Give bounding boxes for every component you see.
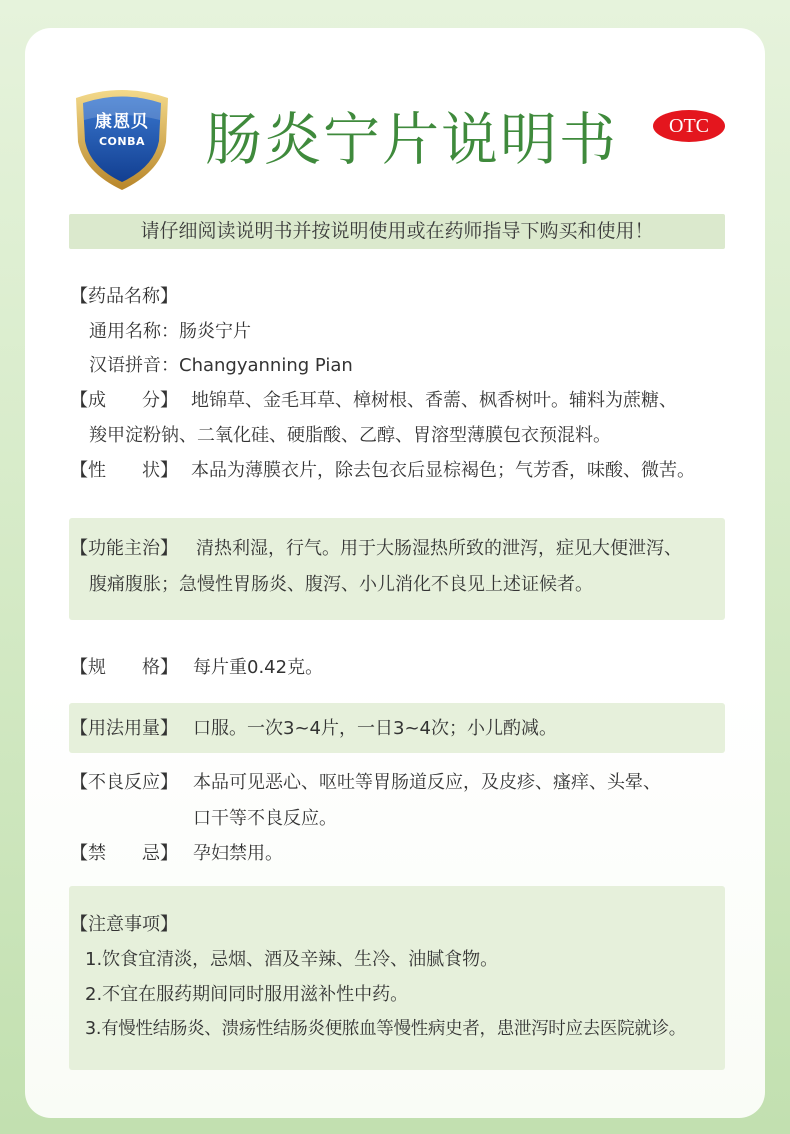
caution-item-2: 2.不宜在服药期间同时服用滋补性中药。 bbox=[85, 984, 409, 1005]
caution-heading: 【注意事项】 bbox=[70, 914, 178, 935]
adverse-line-1: 本品可见恶心、呕吐等胃肠道反应，及皮疹、瘙痒、头晕、 bbox=[193, 772, 661, 793]
function-line-1: 清热利湿，行气。用于大肠湿热所致的泄泻，症见大便泄泻、 bbox=[196, 538, 682, 559]
usage-text: 口服。一次3~4片，一日3~4次；小儿酌减。 bbox=[193, 718, 557, 739]
otc-badge: OTC bbox=[653, 110, 725, 142]
contra-label: 【禁 忌】 bbox=[70, 843, 178, 864]
adverse-label: 【不良反应】 bbox=[70, 772, 178, 793]
adverse-line-2: 口干等不良反应。 bbox=[193, 808, 337, 829]
spec-label: 【规 格】 bbox=[70, 657, 178, 678]
reading-notice: 请仔细阅读说明书并按说明使用或在药师指导下购买和使用！ bbox=[69, 214, 725, 249]
caution-item-3: 3.有慢性结肠炎、溃疡性结肠炎便脓血等慢性病史者，患泄泻时应去医院就诊。 bbox=[85, 1019, 686, 1039]
contra-text: 孕妇禁用。 bbox=[193, 843, 283, 864]
character-label: 【性 状】 bbox=[70, 460, 178, 481]
usage-label: 【用法用量】 bbox=[70, 718, 178, 739]
character-text: 本品为薄膜衣片，除去包衣后显棕褐色；气芳香，味酸、微苦。 bbox=[191, 460, 695, 481]
function-panel bbox=[69, 518, 725, 620]
function-line-2: 腹痛腹胀；急慢性胃肠炎、腹泻、小儿消化不良见上述证候者。 bbox=[89, 574, 593, 595]
pinyin-name: 汉语拼音：Changyanning Pian bbox=[89, 355, 353, 376]
ingredients-label: 【成 分】 bbox=[70, 390, 178, 411]
brand-name-cn: 康恩贝 bbox=[95, 112, 149, 132]
caution-item-1: 1.饮食宜清淡，忌烟、酒及辛辣、生冷、油腻食物。 bbox=[85, 949, 499, 970]
page-title: 肠炎宁片说明书 bbox=[205, 107, 618, 173]
function-label: 【功能主治】 bbox=[70, 538, 178, 559]
spec-text: 每片重0.42克。 bbox=[193, 657, 324, 678]
generic-name: 通用名称：肠炎宁片 bbox=[89, 321, 251, 342]
ingredients-line-2: 羧甲淀粉钠、二氧化硅、硬脂酸、乙醇、胃溶型薄膜包衣预混料。 bbox=[89, 425, 611, 446]
ingredients-line-1: 地锦草、金毛耳草、樟树根、香薷、枫香树叶。辅料为蔗糖、 bbox=[191, 390, 677, 411]
drug-name-heading: 【药品名称】 bbox=[70, 286, 178, 307]
brand-name-en: CONBA bbox=[98, 135, 146, 148]
